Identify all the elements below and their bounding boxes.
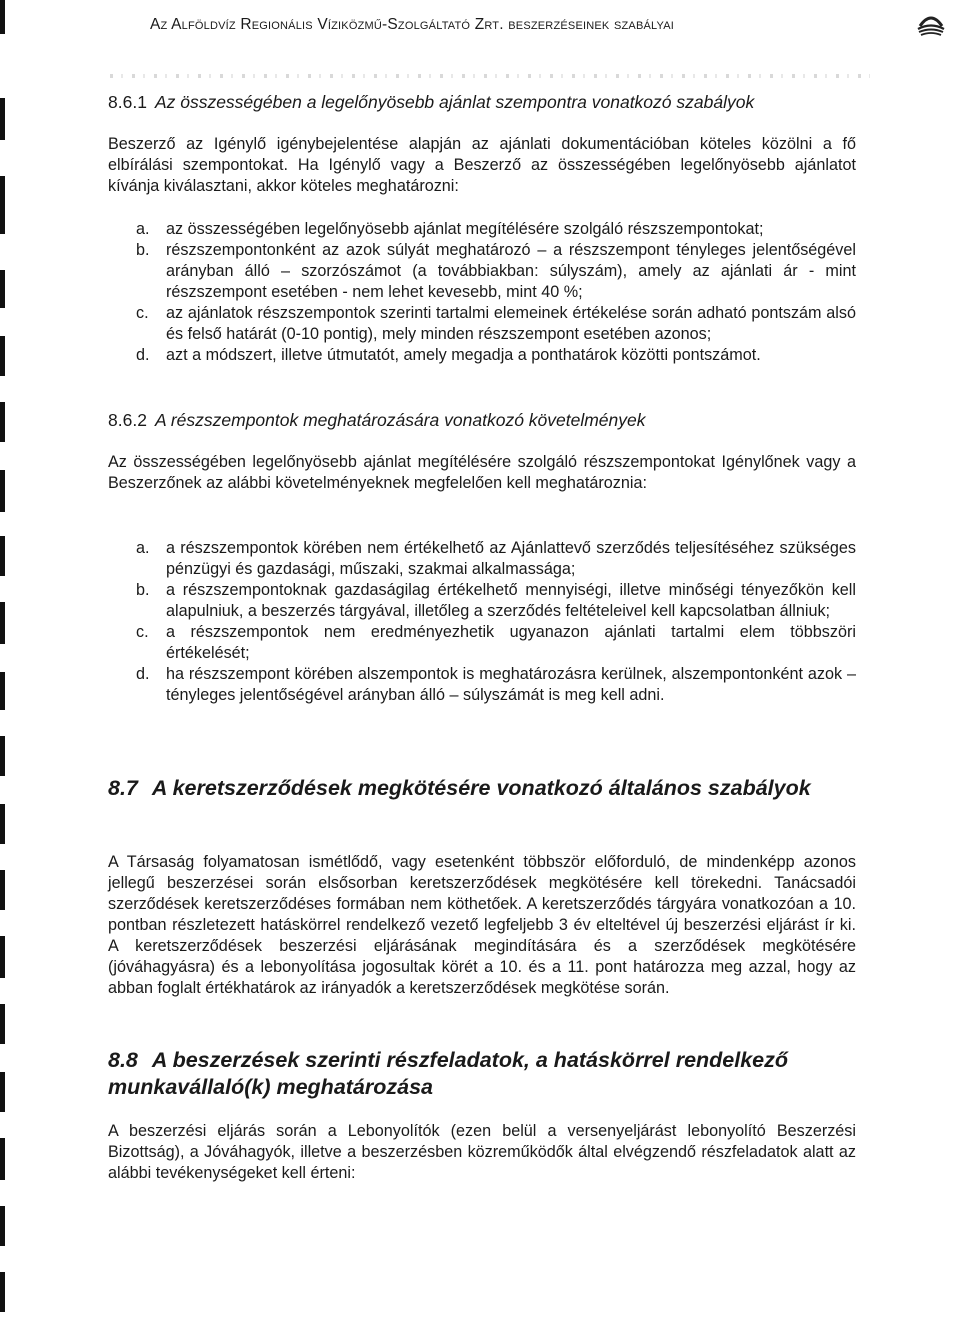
binding-mark: [0, 1004, 5, 1044]
binding-mark: [0, 1206, 5, 1246]
binding-mark: [0, 402, 5, 442]
list-item: [108, 664, 856, 706]
binding-mark: [0, 672, 5, 710]
list-item: [108, 345, 856, 366]
binding-mark: [0, 1272, 5, 1312]
binding-mark: [0, 804, 5, 844]
binding-marks: [0, 0, 14, 1322]
section-88-heading: [108, 1047, 856, 1101]
list-item-text: a részszempontok nem eredményezhetik ugyanazon ajánlati tartalmi elem többszöri értékelését;: [166, 623, 856, 662]
binding-mark: [0, 536, 5, 576]
section-861-intro: Beszerző az Igénylő igénybejelentése alapján az ajánlati dokumentációban köteles közölni a fő elbírálási szempontokat. Ha Igénylő vagy a Beszerző az összességében legelőnyösebb ajánlatot kívánja kiválasztani, akkor köteles meghatározni:: [108, 135, 856, 195]
section-87-heading: [108, 775, 856, 802]
page-header: Az Alföldvíz Regionális Víziközmű-Szolgáltató Zrt. beszerzéseinek szabályai: [150, 16, 675, 33]
section-88-number: 8.8: [108, 1048, 138, 1072]
section-861-title: Az összességében a legelőnyösebb ajánlat szempontra vonatkozó szabályok: [154, 92, 755, 112]
list-item-letter: b.: [136, 581, 150, 599]
list-item-text: a részszempontoknak gazdaságilag értékelhető mennyiségi, illetve minőségi tényezőkön kell alapulniuk, a beszerzés tárgyával, illetőleg a szerződés feltételeivel kell kapcsolatban állniuk;: [166, 581, 856, 620]
list-item-text: részszempontonként az azok súlyát meghatározó – a részszempont tényleges jelentőségével arányban álló – szorzószámot (a továbbiakban: súlyszám), amely az ajánlati ár - mint részszempont esetében - nem lehet kevesebb, mint 40 %;: [166, 241, 856, 301]
section-88-body: A beszerzési eljárás során a Lebonyolítók (ezen belül a versenyeljárást lebonyolító Beszerzési Bizottság), a Jóváhagyók, illetve a beszerzésben közreműködők által elvégzendő részfeladatok alatt az alábbi tevékenységeket kell érteni:: [108, 1122, 856, 1182]
list-item-letter: a.: [136, 220, 150, 238]
header-rule: [110, 74, 870, 78]
binding-mark: [0, 176, 5, 234]
section-861-number: 8.6.1: [108, 92, 147, 112]
section-862-intro: Az összességében legelőnyösebb ajánlat megítélésére szolgáló részszempontokat Igénylőnek vagy a Beszerzőnek az alábbi követelményeknek megfelelően kell meghatároznia:: [108, 453, 856, 492]
section-87-body: A Társaság folyamatosan ismétlődő, vagy esetenként többször előforduló, de mindenképp azonos jellegű beszerzései során elsősorban keretszerződések megkötésére kell törekedni. Tanácsadói szerződések keretszerződéses formában nem köthetőek. A keretszerződés tárgyára vonatkozóan a 10. pontban részletezett hatáskörrel rendelkező vezető legfeljebb 3 év elteltével új beszerzési eljárást ír ki. A keretszerződések beszerzési eljárásának megindítására és a szerződések megkötésére (jóváhagyásra) és a lebonyolítása jogosultak körét a 10. és a 11. pont határozza meg azzal, hogy az abban foglalt értékhatárok az irányadók a keretszerződések megkötése során.: [108, 853, 856, 997]
list-item-text: az ajánlatok részszempontok szerinti tartalmi elemeinek értékelése során adható pontszám alsó és felső határát (0-10 pontig), mely minden részszempont esetében azonos;: [166, 304, 856, 343]
list-item: [108, 219, 856, 240]
binding-mark: [0, 736, 5, 776]
binding-mark: [0, 1138, 5, 1180]
list-item: [108, 538, 856, 580]
binding-mark: [0, 336, 5, 376]
section-87-title: A keretszerződések megkötésére vonatkozó általános szabályok: [151, 776, 811, 800]
list-item: [108, 240, 856, 303]
list-item: [108, 622, 856, 664]
binding-mark: [0, 1072, 5, 1112]
company-logo-icon: [914, 2, 948, 38]
list-item-letter: c.: [136, 304, 149, 322]
list-item-text: az összességében legelőnyösebb ajánlat megítélésére szolgáló részszempontokat;: [166, 220, 764, 238]
list-item-letter: a.: [136, 539, 150, 557]
binding-mark: [0, 870, 5, 910]
list-item-letter: c.: [136, 623, 149, 641]
section-87-number: 8.7: [108, 776, 138, 800]
list-item-text: azt a módszert, illetve útmutatót, amely megadja a ponthatárok közötti pontszámot.: [166, 346, 761, 364]
section-862-number: 8.6.2: [108, 410, 147, 430]
list-item-text: a részszempontok körében nem értékelhető az Ajánlattevő szerződés teljesítéséhez szükséges pénzügyi és gazdasági, műszaki, szakmai alkalmassága;: [166, 539, 856, 578]
list-item-letter: d.: [136, 665, 150, 683]
binding-mark: [0, 602, 5, 644]
binding-mark: [0, 936, 5, 978]
binding-mark: [0, 98, 5, 140]
list-item-letter: d.: [136, 346, 150, 364]
section-862-heading: [108, 410, 646, 431]
list-item-text: ha részszempont körében alszempontok is meghatározásra kerülnek, alszempontonként azok – tényleges jelentőségével arányban álló – súlyszámát is meg kell adni.: [166, 665, 856, 704]
list-item: [108, 580, 856, 622]
binding-mark: [0, 270, 5, 308]
section-862-list: [108, 538, 856, 706]
list-item: [108, 303, 856, 345]
list-item-letter: b.: [136, 241, 150, 259]
section-862-title: A részszempontok meghatározására vonatkozó követelmények: [154, 410, 646, 430]
section-88-title: A beszerzések szerinti részfeladatok, a hatáskörrel rendelkező munkavállaló(k) meghatározása: [108, 1048, 789, 1099]
section-861-list: [108, 219, 856, 366]
section-861-heading: [108, 92, 754, 113]
binding-mark: [0, 470, 5, 512]
binding-mark: [0, 0, 5, 34]
